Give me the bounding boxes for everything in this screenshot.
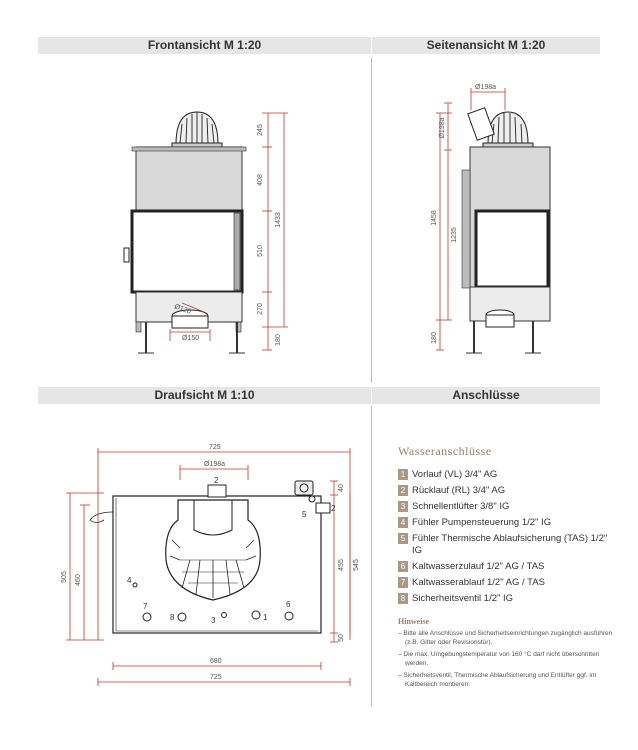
legend-item: 1 Vorlauf (VL) 3/4" AG bbox=[398, 469, 613, 481]
top-dim-460: 460 bbox=[75, 574, 82, 586]
side-view-header: Seitenansicht M 1:20 bbox=[372, 37, 600, 54]
front-glass-door bbox=[132, 211, 242, 292]
top-conn-label-4: 4 bbox=[127, 576, 132, 585]
front-dim-245: 245 bbox=[257, 124, 264, 136]
side-dim-1458: 1458 bbox=[431, 210, 438, 226]
legend-item: 6 Kaltwasserzulauf 1/2" AG / TAS bbox=[398, 561, 613, 573]
side-flue-diameter-top: Ø198a bbox=[475, 84, 497, 91]
front-view-header: Frontansicht M 1:20 bbox=[38, 37, 371, 54]
front-flue-diameter: Ø120 bbox=[173, 303, 192, 316]
top-conn-label-2b: 2 bbox=[331, 504, 336, 513]
top-width-680: 680 bbox=[210, 658, 222, 665]
notes-title: Hinweise bbox=[398, 617, 430, 626]
top-conn-label-2: 2 bbox=[214, 476, 219, 485]
legend-item: 4 Fühler Pumpensteuerung 1/2" IG bbox=[398, 517, 613, 529]
side-dim-1235: 1235 bbox=[451, 227, 458, 243]
legend-item: 7 Kaltwasserablauf 1/2" AG / TAS bbox=[398, 577, 613, 589]
note-item: – Sicherheitsventil, Thermische Ablaufsicherung und Entlüfter ggf. im Kaltbereich montieren. bbox=[398, 672, 597, 688]
top-view-header: Draufsicht M 1:10 bbox=[38, 387, 371, 404]
front-pipe-diameter: Ø150 bbox=[182, 335, 200, 342]
top-dim-50: 50 bbox=[338, 634, 345, 642]
side-view-drawing bbox=[431, 84, 550, 353]
front-dim-510: 510 bbox=[257, 245, 264, 257]
top-conn-label-7: 7 bbox=[143, 602, 148, 611]
connections-legend bbox=[398, 444, 613, 689]
note-item: – Bitte alle Anschlüsse und Sicherheitseinrichtungen zugänglich ausführen (z.B. Gitter oder Revisionstür). bbox=[398, 630, 613, 646]
front-dim-180: 180 bbox=[275, 334, 282, 346]
top-dim-40: 40 bbox=[338, 484, 345, 492]
top-dim-505: 505 bbox=[61, 571, 68, 583]
legend-item: 5 Fühler Thermische Ablaufsicherung (TAS) 1/2" IG bbox=[398, 533, 613, 557]
legend-item: 3 Schnellentlüfter 3/8" IG bbox=[398, 501, 613, 513]
legend-item: 2 Rücklauf (RL) 3/4" AG bbox=[398, 485, 613, 497]
top-dim-545: 545 bbox=[353, 559, 360, 571]
legend-item: 8 Sicherheitsventil 1/2" IG bbox=[398, 593, 613, 605]
front-dim-1433: 1433 bbox=[275, 212, 282, 228]
side-flue-dome bbox=[468, 108, 533, 148]
connections-header: Anschlüsse bbox=[372, 387, 600, 404]
side-dim-180: 180 bbox=[431, 332, 438, 344]
top-width-725: 725 bbox=[209, 444, 221, 451]
top-conn-label-3: 3 bbox=[211, 616, 216, 625]
front-dim-270: 270 bbox=[257, 303, 264, 315]
top-conn-label-8: 8 bbox=[170, 613, 175, 622]
note-item: – Die max. Umgebungstemperatur von 160 °C darf nicht überschritten werden. bbox=[398, 651, 600, 667]
top-conn-label-1: 1 bbox=[263, 613, 268, 622]
top-conn-label-5: 5 bbox=[302, 510, 307, 519]
top-dim-455: 455 bbox=[338, 559, 345, 571]
top-view-drawing bbox=[61, 444, 360, 686]
top-flue-diameter: Ø198a bbox=[204, 461, 226, 468]
front-flue-dome bbox=[172, 112, 222, 148]
side-flue-diameter-vertical: Ø198a bbox=[439, 117, 446, 139]
side-glass-door bbox=[476, 211, 548, 287]
top-conn-label-6: 6 bbox=[286, 600, 291, 609]
top-firebox-fan bbox=[166, 500, 261, 600]
top-width-725-bottom: 725 bbox=[210, 674, 222, 681]
legend-title: Wasseranschlüsse bbox=[398, 444, 492, 458]
front-view-drawing bbox=[124, 112, 288, 353]
front-dim-408: 408 bbox=[257, 174, 264, 186]
front-door-handle bbox=[124, 248, 129, 262]
